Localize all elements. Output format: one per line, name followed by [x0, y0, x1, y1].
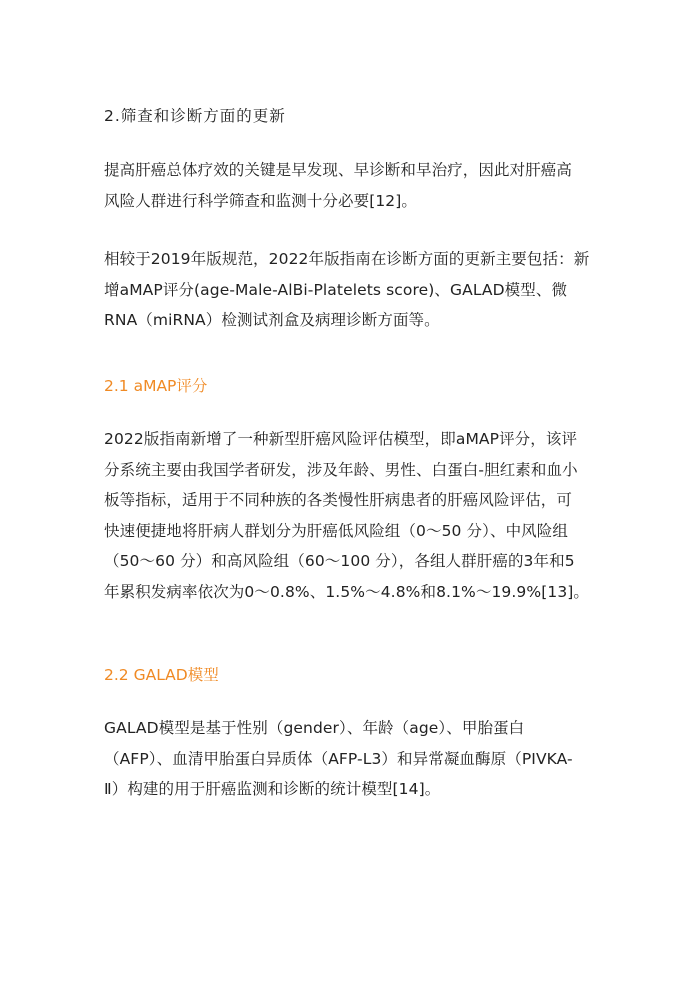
paragraph-line: 年累积发病率依次为0～0.8%、1.5%～4.8%和8.1%～19.9%[13]。	[104, 582, 590, 601]
subsection-heading-amap: 2.1 aMAP评分	[104, 377, 208, 395]
paragraph-line: （AFP）、血清甲胎蛋白异质体（AFP-L3）和异常凝血酶原（PIVKA-	[104, 749, 573, 768]
paragraph-galad	[104, 713, 604, 805]
paragraph-line: Ⅱ）构建的用于肝癌监测和诊断的统计模型[14]。	[104, 780, 441, 798]
paragraph-line: 风险人群进行科学筛查和监测十分必要[12]。	[104, 191, 418, 210]
paragraph-line: 提高肝癌总体疗效的关键是早发现、早诊断和早治疗，因此对肝癌高	[104, 161, 573, 179]
paragraph-line: 相较于2019年版规范，2022年版指南在诊断方面的更新主要包括：新	[104, 250, 590, 268]
paragraph-amap	[104, 424, 604, 607]
paragraph-updates	[104, 244, 604, 336]
article-body	[104, 0, 604, 989]
paragraph-line: 增aMAP评分(age-Male-AlBi-Platelets score)、GALAD模型、微	[104, 280, 568, 299]
paragraph-line: （50～60 分）和高风险组（60～100 分），各组人群肝癌的3年和5	[104, 552, 575, 570]
paragraph-line: 分系统主要由我国学者研发，涉及年龄、男性、白蛋白-胆红素和血小	[104, 460, 578, 479]
paragraph-intro	[104, 155, 604, 216]
paragraph-line: 快速便捷地将肝病人群划分为肝癌低风险组（0～50 分）、中风险组	[104, 521, 568, 540]
paragraph-line: 板等指标，适用于不同种族的各类慢性肝病患者的肝癌风险评估，可	[104, 491, 573, 509]
section-heading-screening-diagnosis: 2.筛查和诊断方面的更新	[104, 107, 286, 125]
paragraph-line: 2022版指南新增了一种新型肝癌风险评估模型，即aMAP评分，该评	[104, 430, 578, 448]
subsection-heading-galad: 2.2 GALAD模型	[104, 666, 219, 684]
paragraph-line: RNA（miRNA）检测试剂盒及病理诊断方面等。	[104, 311, 440, 329]
paragraph-line: GALAD模型是基于性别（gender）、年龄（age）、甲胎蛋白	[104, 719, 525, 737]
